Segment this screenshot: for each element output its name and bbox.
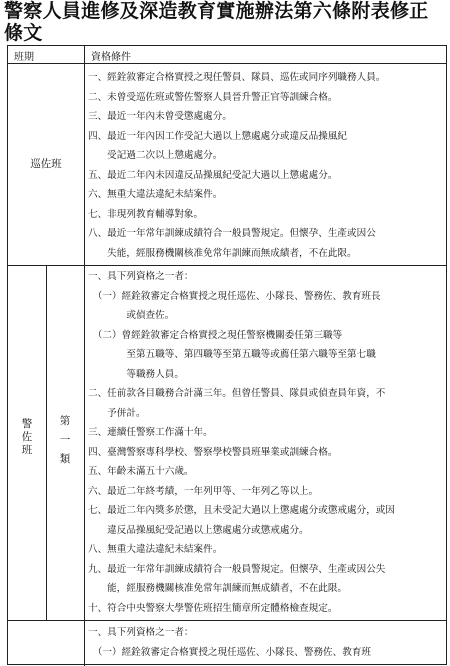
requirement-line: 至第五職等、第四職等至第五職等或薦任第六職等至第七職 xyxy=(88,349,376,360)
section-label-patrol-sergeant: 巡佐班 xyxy=(30,158,62,170)
requirement-line: 六、最近二年終考績，一年列甲等、一年列乙等以上。 xyxy=(88,485,319,497)
section1-requirements xyxy=(88,68,442,263)
title-line-2: 條文 xyxy=(4,22,43,44)
requirements-table xyxy=(7,45,447,665)
requirement-line: 三、連續任警察工作滿十年。 xyxy=(88,427,213,438)
requirement-line: 三、最近一年內未曾受懲處處分。 xyxy=(88,111,232,122)
header-period: 班期 xyxy=(14,52,34,63)
requirement-line: 九、最近一年常年訓練成績符合一般員警規定。但懷孕、生產或因公失 xyxy=(88,563,386,575)
section-label-first-category xyxy=(46,415,84,466)
table-header xyxy=(8,46,446,64)
requirement-line: 七、非現列教育輔導對象。 xyxy=(88,208,204,220)
section2-requirements xyxy=(88,267,442,618)
requirement-line: （一）經銓敘審定合格實授之現任巡佐、小隊長、警務佐、教育班長 xyxy=(88,290,381,302)
requirement-line: 一、具下列資格之一者： xyxy=(88,627,194,638)
requirement-line: 八、無重大違法違紀未結案件。 xyxy=(88,544,223,555)
header-requirements: 資格條件 xyxy=(91,52,131,63)
column-divider xyxy=(84,46,85,666)
requirement-line: （二）曾經銓敘審定合格實授之現任警察機關委任第三職等 xyxy=(88,329,343,341)
requirement-line: 十、符合中央警察大學警佐班招生簡章所定體格檢查規定。 xyxy=(88,602,338,614)
label-char: 班 xyxy=(21,444,33,456)
section-label-police-sergeant xyxy=(8,418,46,457)
document-title xyxy=(4,0,448,44)
requirement-line: 能，經服務機關核准免常年訓練而無成績者，不在此限。 xyxy=(88,583,348,594)
requirement-line: 或偵查佐。 xyxy=(88,310,175,321)
requirement-line: 二、未曾受巡佐班或警佐警察人員晉升警正官等訓練合格。 xyxy=(88,91,338,103)
requirement-line: 予併計。 xyxy=(88,407,146,419)
row-divider-2 xyxy=(8,620,446,621)
requirement-line: 等職務人員。 xyxy=(88,368,184,380)
requirement-line: 違反品操風紀受記過以上懲處處分或懲戒處分。 xyxy=(88,524,309,536)
requirement-line: 五、年齡未滿五十六歲。 xyxy=(88,466,194,477)
requirement-line: 一、經銓敘審定合格實授之現任警員、隊員、巡佐或同序列職務人員。 xyxy=(88,72,386,83)
label-char: 警 xyxy=(21,418,33,430)
requirement-line: 受記過二次以上懲處處分。 xyxy=(88,150,223,161)
requirement-line: 七、最近二年內獎多於懲，且未受記大過以上懲處處分或懲戒處分，或因 xyxy=(88,505,395,516)
requirement-line: （一）經銓敘審定合格實授之現任巡佐、小隊長、警務佐、教育班 xyxy=(88,646,372,658)
label-char: 一 xyxy=(59,434,71,446)
requirement-line: 四、臺灣警察專科學校、警察學校警員班畢業或訓練合格。 xyxy=(88,446,338,458)
title-line-1: 警察人員進修及深造教育實施辦法第六條附表修正 xyxy=(4,0,429,22)
section3-requirements xyxy=(88,623,442,662)
requirement-line: 失能，經服務機關核准免常年訓練而無成績者，不在此限。 xyxy=(88,247,357,259)
requirement-line: 二、任前款各目職務合計滿三年。但曾任警員、隊員或偵查員年資，不 xyxy=(88,388,386,399)
requirement-line: 六、無重大違法違紀未結案件。 xyxy=(88,189,223,200)
requirement-line: 一、具下列資格之一者： xyxy=(88,271,194,282)
label-char: 類 xyxy=(59,453,71,465)
label-char: 佐 xyxy=(21,431,33,443)
requirement-line: 四、最近一年內因工作受記大過以上懲處處分或違反品操風紀 xyxy=(88,130,348,142)
label-char: 第 xyxy=(59,415,71,427)
requirement-line: 八、最近一年常年訓練成績符合一般員警規定。但懷孕、生產或因公 xyxy=(88,228,376,239)
row-divider-1 xyxy=(8,265,446,266)
requirement-line: 五、最近二年內未因違反品操風紀受記大過以上懲處處分。 xyxy=(88,169,338,181)
